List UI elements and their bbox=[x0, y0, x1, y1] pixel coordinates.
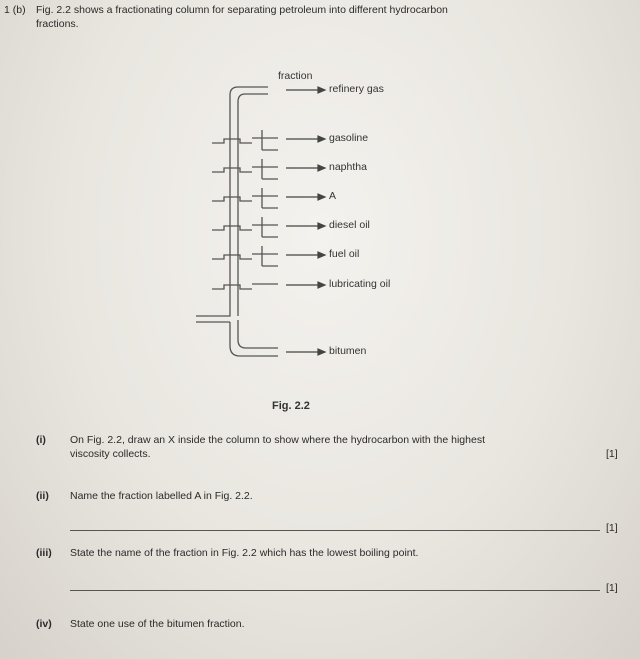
fraction-label-naphtha: naphtha bbox=[329, 161, 367, 173]
question-number: 1 (b) bbox=[4, 4, 26, 16]
fraction-label-bitumen: bitumen bbox=[329, 345, 367, 357]
part-ii-number: (ii) bbox=[36, 490, 49, 502]
part-i-marks: [1] bbox=[606, 448, 618, 460]
part-ii-marks: [1] bbox=[606, 522, 618, 534]
fraction-a-tray bbox=[212, 188, 278, 208]
lubricating-oil-tray bbox=[212, 284, 278, 289]
part-i-number: (i) bbox=[36, 434, 46, 446]
question-intro-line2: fractions. bbox=[36, 18, 79, 30]
fraction-label-diesel-oil: diesel oil bbox=[329, 219, 370, 231]
fuel-oil-tray bbox=[212, 246, 278, 266]
part-i-text-line2: viscosity collects. bbox=[70, 448, 151, 460]
column-outline bbox=[196, 87, 268, 316]
diesel-oil-tray bbox=[212, 217, 278, 237]
question-intro-line1: Fig. 2.2 shows a fractionating column for separating petroleum into different hydrocarbon bbox=[36, 4, 448, 16]
figure-caption: Fig. 2.2 bbox=[272, 400, 310, 412]
part-iv-number: (iv) bbox=[36, 618, 52, 630]
part-iv-text: State one use of the bitumen fraction. bbox=[70, 618, 245, 630]
part-iii-answer-line[interactable] bbox=[70, 590, 600, 591]
fraction-label-fuel-oil: fuel oil bbox=[329, 248, 360, 260]
fraction-label-lubricating-oil: lubricating oil bbox=[329, 278, 391, 290]
fraction-header: fraction bbox=[278, 70, 313, 82]
part-ii-answer-line[interactable] bbox=[70, 530, 600, 531]
part-ii-text: Name the fraction labelled A in Fig. 2.2. bbox=[70, 490, 253, 502]
part-iii-marks: [1] bbox=[606, 582, 618, 594]
part-iii-text: State the name of the fraction in Fig. 2.2 which has the lowest boiling point. bbox=[70, 547, 419, 559]
part-i-text-line1: On Fig. 2.2, draw an X inside the column to show where the hydrocarbon with the highest bbox=[70, 434, 485, 446]
fraction-label-a: A bbox=[329, 190, 337, 202]
naphtha-tray bbox=[212, 159, 278, 179]
fraction-label-refinery-gas: refinery gas bbox=[329, 83, 384, 95]
fraction-label-gasoline: gasoline bbox=[329, 132, 369, 144]
part-iii-number: (iii) bbox=[36, 547, 52, 559]
gasoline-tray bbox=[212, 130, 278, 150]
